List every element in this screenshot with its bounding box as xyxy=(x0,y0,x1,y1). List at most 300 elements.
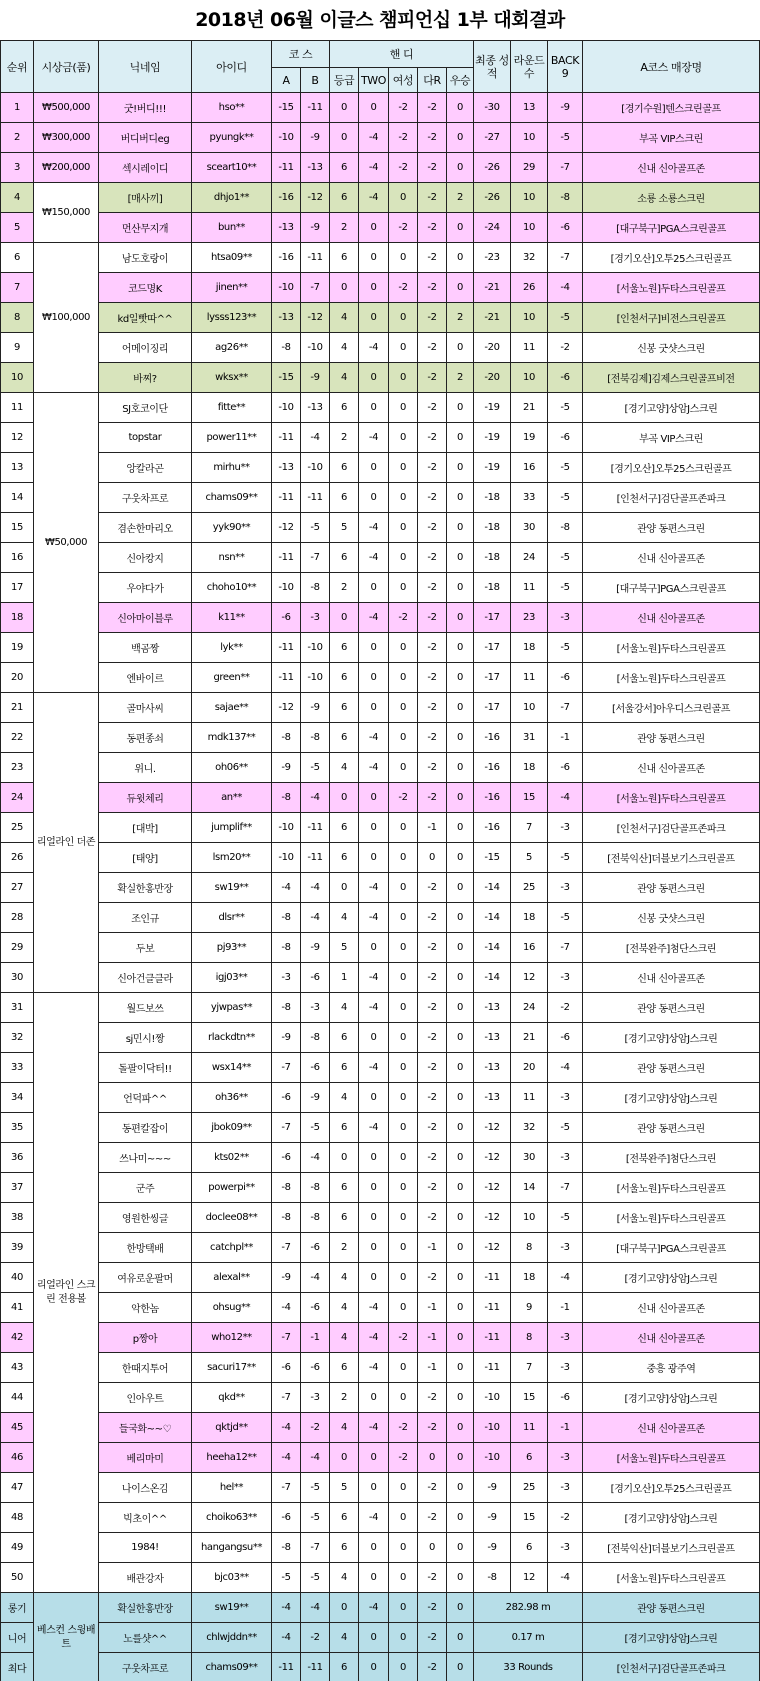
rounds-cell: 21 xyxy=(511,393,548,423)
final-score-cell: -21 xyxy=(474,303,511,333)
handicap-female-cell: 0 xyxy=(389,453,418,483)
table-row xyxy=(1,1563,760,1593)
handicap-two-cell: -4 xyxy=(359,963,389,993)
handicap-multi-cell: -2 xyxy=(418,513,447,543)
store-name-cell: 신내 신아골프존 xyxy=(583,1293,760,1323)
handicap-two-cell: 0 xyxy=(359,693,389,723)
nickname-cell: 굿!버디!!! xyxy=(99,93,192,123)
course-a-cell: -11 xyxy=(272,1653,301,1681)
store-name-cell: [서울강서]아우디스크린골프 xyxy=(583,693,760,723)
handicap-female-cell: 0 xyxy=(389,1653,418,1681)
final-score-cell: -17 xyxy=(474,633,511,663)
handicap-multi-cell: -2 xyxy=(418,93,447,123)
final-score-cell: -12 xyxy=(474,1203,511,1233)
final-score-cell: -13 xyxy=(474,1083,511,1113)
nickname-cell: sj민시!짱 xyxy=(99,1023,192,1053)
store-name-cell: [전북익산]더블보기스크린골프 xyxy=(583,1533,760,1563)
back9-cell: -1 xyxy=(548,1293,583,1323)
course-b-cell: -12 xyxy=(301,183,330,213)
handicap-female-cell: 0 xyxy=(389,1623,418,1653)
final-score-cell: -11 xyxy=(474,1263,511,1293)
handicap-multi-cell: -2 xyxy=(418,1473,447,1503)
course-a-cell: -4 xyxy=(272,1623,301,1653)
back9-cell: -5 xyxy=(548,1203,583,1233)
course-a-cell: -11 xyxy=(272,483,301,513)
course-b-cell: -8 xyxy=(301,573,330,603)
back9-cell: -4 xyxy=(548,273,583,303)
store-name-cell: [서울노원]두타스크린골프 xyxy=(583,633,760,663)
handicap-two-cell: 0 xyxy=(359,273,389,303)
handicap-two-cell: -4 xyxy=(359,1593,389,1623)
user-id-cell: hangangsu** xyxy=(192,1533,272,1563)
course-b-cell: -11 xyxy=(301,483,330,513)
back9-cell: -5 xyxy=(548,483,583,513)
handicap-multi-cell: -2 xyxy=(418,153,447,183)
user-id-cell: kts02** xyxy=(192,1143,272,1173)
course-b-cell: -4 xyxy=(301,1263,330,1293)
rank-cell: 43 xyxy=(1,1353,34,1383)
handicap-two-cell: 0 xyxy=(359,243,389,273)
table-row xyxy=(1,1083,760,1113)
handicap-female-cell: 0 xyxy=(389,843,418,873)
course-b-cell: -9 xyxy=(301,693,330,723)
back9-cell: -1 xyxy=(548,1413,583,1443)
nickname-cell: 섹시레이디 xyxy=(99,153,192,183)
header-store: A코스 매장명 xyxy=(583,41,760,93)
final-score-cell: -18 xyxy=(474,543,511,573)
course-a-cell: -10 xyxy=(272,123,301,153)
back9-cell: -2 xyxy=(548,993,583,1023)
handicap-grade-cell: 2 xyxy=(330,423,359,453)
handicap-grade-cell: 0 xyxy=(330,783,359,813)
store-name-cell: [서울노원]두타스크린골프 xyxy=(583,1173,760,1203)
user-id-cell: jinen** xyxy=(192,273,272,303)
handicap-two-cell: 0 xyxy=(359,1233,389,1263)
user-id-cell: bun** xyxy=(192,213,272,243)
final-score-cell: -14 xyxy=(474,873,511,903)
course-b-cell: -10 xyxy=(301,633,330,663)
handicap-female-cell: 0 xyxy=(389,1593,418,1623)
handicap-two-cell: 0 xyxy=(359,1653,389,1681)
handicap-grade-cell: 6 xyxy=(330,1023,359,1053)
handicap-multi-cell: -2 xyxy=(418,1023,447,1053)
final-score-cell: -15 xyxy=(474,843,511,873)
course-a-cell: -4 xyxy=(272,1413,301,1443)
handicap-two-cell: -4 xyxy=(359,1293,389,1323)
nickname-cell: 동편칼잡이 xyxy=(99,1113,192,1143)
rounds-cell: 10 xyxy=(511,123,548,153)
course-b-cell: -10 xyxy=(301,663,330,693)
handicap-multi-cell: -2 xyxy=(418,1173,447,1203)
handicap-grade-cell: 6 xyxy=(330,1113,359,1143)
course-a-cell: -11 xyxy=(272,633,301,663)
course-a-cell: -6 xyxy=(272,1083,301,1113)
table-row xyxy=(1,1233,760,1263)
rounds-cell: 14 xyxy=(511,1173,548,1203)
handicap-multi-cell: -2 xyxy=(418,1113,447,1143)
handicap-multi-cell: -2 xyxy=(418,663,447,693)
user-id-cell: mdk137** xyxy=(192,723,272,753)
header-handicap-win: 우승 xyxy=(447,68,474,93)
final-score-cell: -12 xyxy=(474,1113,511,1143)
back9-cell: -3 xyxy=(548,1533,583,1563)
user-id-cell: lsm20** xyxy=(192,843,272,873)
rank-cell: 26 xyxy=(1,843,34,873)
store-name-cell: [전북익산]더블보기스크린골프 xyxy=(583,843,760,873)
rank-cell: 35 xyxy=(1,1113,34,1143)
rank-cell: 31 xyxy=(1,993,34,1023)
rank-cell: 32 xyxy=(1,1023,34,1053)
handicap-female-cell: -2 xyxy=(389,273,418,303)
course-a-cell: -8 xyxy=(272,933,301,963)
final-score-cell: -8 xyxy=(474,1563,511,1593)
handicap-two-cell: -4 xyxy=(359,333,389,363)
handicap-female-cell: 0 xyxy=(389,1203,418,1233)
handicap-win-cell: 0 xyxy=(447,1353,474,1383)
handicap-multi-cell: -1 xyxy=(418,1323,447,1353)
store-name-cell: 관양 동편스크린 xyxy=(583,513,760,543)
table-row xyxy=(1,213,760,243)
rank-cell: 7 xyxy=(1,273,34,303)
table-row xyxy=(1,933,760,963)
nickname-cell: 여유로운팔머 xyxy=(99,1263,192,1293)
course-b-cell: -6 xyxy=(301,1293,330,1323)
handicap-two-cell: 0 xyxy=(359,1563,389,1593)
course-a-cell: -8 xyxy=(272,993,301,1023)
course-a-cell: -10 xyxy=(272,813,301,843)
back9-cell: -5 xyxy=(548,573,583,603)
final-score-cell: -9 xyxy=(474,1533,511,1563)
rank-cell: 4 xyxy=(1,183,34,213)
back9-cell: -4 xyxy=(548,1053,583,1083)
handicap-multi-cell: 0 xyxy=(418,843,447,873)
handicap-grade-cell: 6 xyxy=(330,813,359,843)
rank-cell: 17 xyxy=(1,573,34,603)
table-row xyxy=(1,1113,760,1143)
results-table xyxy=(0,40,760,1681)
rank-cell: 24 xyxy=(1,783,34,813)
handicap-two-cell: -4 xyxy=(359,753,389,783)
handicap-win-cell: 0 xyxy=(447,1173,474,1203)
handicap-female-cell: 0 xyxy=(389,663,418,693)
handicap-multi-cell: -2 xyxy=(418,123,447,153)
back9-cell: -5 xyxy=(548,903,583,933)
nickname-cell: SJ호코이단 xyxy=(99,393,192,423)
handicap-multi-cell: -2 xyxy=(418,873,447,903)
rank-cell: 13 xyxy=(1,453,34,483)
handicap-win-cell: 0 xyxy=(447,693,474,723)
rank-cell: 6 xyxy=(1,243,34,273)
handicap-grade-cell: 6 xyxy=(330,453,359,483)
final-score-cell: -11 xyxy=(474,1353,511,1383)
handicap-multi-cell: -2 xyxy=(418,543,447,573)
course-b-cell: -1 xyxy=(301,1323,330,1353)
handicap-multi-cell: -2 xyxy=(418,573,447,603)
handicap-grade-cell: 6 xyxy=(330,633,359,663)
user-id-cell: bjc03** xyxy=(192,1563,272,1593)
award-label-cell: 니어 xyxy=(1,1623,34,1653)
table-row xyxy=(1,813,760,843)
rank-cell: 40 xyxy=(1,1263,34,1293)
final-score-cell: -10 xyxy=(474,1443,511,1473)
handicap-grade-cell: 4 xyxy=(330,333,359,363)
rounds-cell: 11 xyxy=(511,1083,548,1113)
nickname-cell: 위니. xyxy=(99,753,192,783)
handicap-female-cell: 0 xyxy=(389,483,418,513)
handicap-win-cell: 0 xyxy=(447,1383,474,1413)
back9-cell: -5 xyxy=(548,123,583,153)
course-b-cell: -4 xyxy=(301,423,330,453)
handicap-win-cell: 0 xyxy=(447,1623,474,1653)
handicap-two-cell: 0 xyxy=(359,1533,389,1563)
rounds-cell: 33 xyxy=(511,483,548,513)
final-score-cell: -19 xyxy=(474,393,511,423)
rank-cell: 23 xyxy=(1,753,34,783)
handicap-grade-cell: 6 xyxy=(330,693,359,723)
store-name-cell: 관양 동편스크린 xyxy=(583,993,760,1023)
handicap-win-cell: 0 xyxy=(447,573,474,603)
header-course-a: A xyxy=(272,68,301,93)
handicap-two-cell: -4 xyxy=(359,903,389,933)
handicap-female-cell: 0 xyxy=(389,1233,418,1263)
handicap-win-cell: 0 xyxy=(447,1263,474,1293)
table-row xyxy=(1,873,760,903)
handicap-grade-cell: 6 xyxy=(330,1353,359,1383)
handicap-female-cell: 0 xyxy=(389,1563,418,1593)
course-a-cell: -8 xyxy=(272,783,301,813)
handicap-multi-cell: -2 xyxy=(418,483,447,513)
store-name-cell: [경기고양]상암J스크린 xyxy=(583,1083,760,1113)
handicap-two-cell: 0 xyxy=(359,663,389,693)
handicap-female-cell: 0 xyxy=(389,423,418,453)
handicap-female-cell: 0 xyxy=(389,873,418,903)
table-row xyxy=(1,843,760,873)
final-score-cell: -9 xyxy=(474,1473,511,1503)
header-course-b: B xyxy=(301,68,330,93)
table-row xyxy=(1,753,760,783)
handicap-two-cell: -4 xyxy=(359,1113,389,1143)
table-row xyxy=(1,1023,760,1053)
final-score-cell: -23 xyxy=(474,243,511,273)
back9-cell: -4 xyxy=(548,1563,583,1593)
handicap-two-cell: -4 xyxy=(359,1053,389,1083)
course-a-cell: -16 xyxy=(272,183,301,213)
table-row xyxy=(1,333,760,363)
course-b-cell: -4 xyxy=(301,1593,330,1623)
handicap-win-cell: 0 xyxy=(447,873,474,903)
user-id-cell: dhjo1** xyxy=(192,183,272,213)
handicap-grade-cell: 6 xyxy=(330,183,359,213)
final-score-cell: -18 xyxy=(474,573,511,603)
course-b-cell: -9 xyxy=(301,123,330,153)
final-score-cell: -13 xyxy=(474,1053,511,1083)
final-score-cell: -24 xyxy=(474,213,511,243)
course-b-cell: -11 xyxy=(301,843,330,873)
handicap-two-cell: -4 xyxy=(359,1413,389,1443)
handicap-win-cell: 0 xyxy=(447,813,474,843)
table-row xyxy=(1,1503,760,1533)
store-name-cell: [서울노원]두타스크린골프 xyxy=(583,1203,760,1233)
award-value-cell: 0.17 m xyxy=(474,1623,583,1653)
handicap-win-cell: 2 xyxy=(447,363,474,393)
rank-cell: 27 xyxy=(1,873,34,903)
store-name-cell: [대구북구]PGA스크린골프 xyxy=(583,1233,760,1263)
course-a-cell: -15 xyxy=(272,93,301,123)
rank-cell: 16 xyxy=(1,543,34,573)
header-handicap-female: 여성 xyxy=(389,68,418,93)
rank-cell: 9 xyxy=(1,333,34,363)
handicap-grade-cell: 4 xyxy=(330,1413,359,1443)
handicap-win-cell: 0 xyxy=(447,453,474,483)
course-a-cell: -7 xyxy=(272,1233,301,1263)
rank-cell: 22 xyxy=(1,723,34,753)
course-b-cell: -4 xyxy=(301,903,330,933)
prize-cell: 리얼라인 더존 xyxy=(34,693,99,993)
nickname-cell: 우야다가 xyxy=(99,573,192,603)
handicap-grade-cell: 5 xyxy=(330,933,359,963)
course-a-cell: -12 xyxy=(272,693,301,723)
course-b-cell: -10 xyxy=(301,453,330,483)
user-id-cell: doclee08** xyxy=(192,1203,272,1233)
rounds-cell: 10 xyxy=(511,303,548,333)
course-b-cell: -5 xyxy=(301,1473,330,1503)
rank-cell: 36 xyxy=(1,1143,34,1173)
rounds-cell: 10 xyxy=(511,693,548,723)
handicap-win-cell: 0 xyxy=(447,903,474,933)
handicap-female-cell: 0 xyxy=(389,1293,418,1323)
rounds-cell: 11 xyxy=(511,663,548,693)
rounds-cell: 6 xyxy=(511,1443,548,1473)
handicap-two-cell: -4 xyxy=(359,1503,389,1533)
rank-cell: 25 xyxy=(1,813,34,843)
final-score-cell: -13 xyxy=(474,993,511,1023)
rounds-cell: 18 xyxy=(511,903,548,933)
course-a-cell: -11 xyxy=(272,423,301,453)
course-a-cell: -4 xyxy=(272,1293,301,1323)
user-id-cell: nsn** xyxy=(192,543,272,573)
user-id-cell: pyungk** xyxy=(192,123,272,153)
course-a-cell: -7 xyxy=(272,1113,301,1143)
store-name-cell: 관양 동편스크린 xyxy=(583,873,760,903)
handicap-two-cell: 0 xyxy=(359,1623,389,1653)
handicap-win-cell: 0 xyxy=(447,93,474,123)
handicap-win-cell: 0 xyxy=(447,1323,474,1353)
course-b-cell: -8 xyxy=(301,1203,330,1233)
course-a-cell: -10 xyxy=(272,843,301,873)
course-a-cell: -11 xyxy=(272,153,301,183)
back9-cell: -1 xyxy=(548,723,583,753)
prize-cell: ₩500,000 xyxy=(34,93,99,123)
final-score-cell: -13 xyxy=(474,1023,511,1053)
nickname-cell: 먼산무지개 xyxy=(99,213,192,243)
handicap-two-cell: -4 xyxy=(359,873,389,903)
award-row xyxy=(1,1623,760,1653)
course-a-cell: -7 xyxy=(272,1383,301,1413)
store-name-cell: [경기오산]오투25스크린골프 xyxy=(583,453,760,483)
rounds-cell: 11 xyxy=(511,573,548,603)
back9-cell: -3 xyxy=(548,813,583,843)
handicap-two-cell: -4 xyxy=(359,513,389,543)
handicap-two-cell: 0 xyxy=(359,303,389,333)
handicap-win-cell: 0 xyxy=(447,273,474,303)
handicap-two-cell: 0 xyxy=(359,933,389,963)
rounds-cell: 18 xyxy=(511,633,548,663)
nickname-cell: 듀윗체리 xyxy=(99,783,192,813)
back9-cell: -3 xyxy=(548,1443,583,1473)
handicap-grade-cell: 2 xyxy=(330,213,359,243)
handicap-multi-cell: -2 xyxy=(418,693,447,723)
table-row xyxy=(1,1173,760,1203)
handicap-female-cell: 0 xyxy=(389,753,418,783)
course-a-cell: -4 xyxy=(272,1593,301,1623)
table-row xyxy=(1,363,760,393)
course-a-cell: -3 xyxy=(272,963,301,993)
course-a-cell: -4 xyxy=(272,873,301,903)
user-id-cell: choiko63** xyxy=(192,1503,272,1533)
user-id-cell: chlwjddn** xyxy=(192,1623,272,1653)
handicap-multi-cell: -1 xyxy=(418,1293,447,1323)
handicap-win-cell: 0 xyxy=(447,1203,474,1233)
nickname-cell: 백곰짱 xyxy=(99,633,192,663)
nickname-cell: 확실한홍반장 xyxy=(99,873,192,903)
rank-cell: 37 xyxy=(1,1173,34,1203)
rounds-cell: 26 xyxy=(511,273,548,303)
handicap-two-cell: 0 xyxy=(359,783,389,813)
nickname-cell: 인아우트 xyxy=(99,1383,192,1413)
handicap-two-cell: 0 xyxy=(359,1203,389,1233)
rank-cell: 19 xyxy=(1,633,34,663)
nickname-cell: 군주 xyxy=(99,1173,192,1203)
handicap-grade-cell: 0 xyxy=(330,873,359,903)
user-id-cell: heeha12** xyxy=(192,1443,272,1473)
handicap-female-cell: 0 xyxy=(389,633,418,663)
header-course: 코 스 xyxy=(272,41,330,68)
user-id-cell: ag26** xyxy=(192,333,272,363)
handicap-grade-cell: 1 xyxy=(330,963,359,993)
course-b-cell: -6 xyxy=(301,1233,330,1263)
table-row xyxy=(1,153,760,183)
handicap-grade-cell: 4 xyxy=(330,303,359,333)
nickname-cell: 신아캉지 xyxy=(99,543,192,573)
user-id-cell: wsx14** xyxy=(192,1053,272,1083)
handicap-grade-cell: 6 xyxy=(330,663,359,693)
nickname-cell: 동편종쇠 xyxy=(99,723,192,753)
table-row xyxy=(1,903,760,933)
rounds-cell: 16 xyxy=(511,453,548,483)
final-score-cell: -10 xyxy=(474,1413,511,1443)
course-a-cell: -5 xyxy=(272,1563,301,1593)
store-name-cell: 신내 신아골프존 xyxy=(583,753,760,783)
rank-cell: 5 xyxy=(1,213,34,243)
back9-cell: -3 xyxy=(548,1323,583,1353)
course-a-cell: -6 xyxy=(272,603,301,633)
handicap-multi-cell: -2 xyxy=(418,993,447,1023)
handicap-grade-cell: 2 xyxy=(330,573,359,603)
handicap-female-cell: 0 xyxy=(389,1143,418,1173)
final-score-cell: -16 xyxy=(474,813,511,843)
final-score-cell: -10 xyxy=(474,1383,511,1413)
store-name-cell: 관양 동편스크린 xyxy=(583,1053,760,1083)
table-row xyxy=(1,633,760,663)
course-a-cell: -7 xyxy=(272,1053,301,1083)
final-score-cell: -30 xyxy=(474,93,511,123)
rank-cell: 39 xyxy=(1,1233,34,1263)
award-label-cell: 롱기 xyxy=(1,1593,34,1623)
back9-cell: -3 xyxy=(548,1083,583,1113)
table-row xyxy=(1,243,760,273)
final-score-cell: -11 xyxy=(474,1323,511,1353)
course-a-cell: -8 xyxy=(272,903,301,933)
